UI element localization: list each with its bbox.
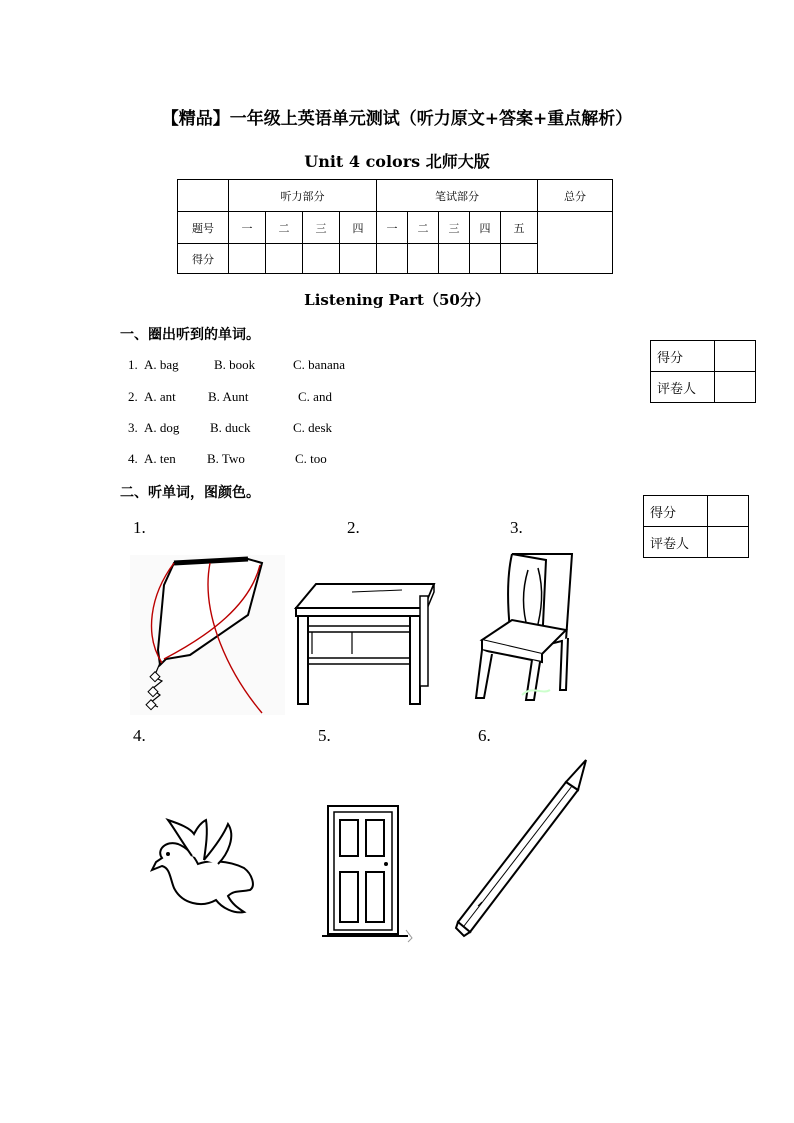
score-cell[interactable] xyxy=(408,244,439,274)
written-header: 笔试部分 xyxy=(377,180,538,212)
option-a[interactable]: A. dog xyxy=(144,420,180,435)
grader-label: 评卷人 xyxy=(651,372,715,403)
written-num: 三 xyxy=(439,212,470,244)
option-c[interactable]: C. desk xyxy=(293,420,332,435)
item-number: 3. xyxy=(128,420,138,435)
item-number: 1. xyxy=(128,357,138,372)
pencil-icon[interactable] xyxy=(456,756,591,938)
score-table xyxy=(177,179,613,274)
corner-cell xyxy=(178,180,229,212)
grader-entry[interactable] xyxy=(708,527,749,558)
listening-header: 听力部分 xyxy=(229,180,377,212)
score-cell[interactable] xyxy=(501,244,538,274)
item-number: 4. xyxy=(128,451,138,466)
section-heading: Listening Part（50分） xyxy=(304,291,490,309)
listening-num: 二 xyxy=(266,212,303,244)
page-subtitle: Unit 4 colors 北师大版 xyxy=(304,152,490,171)
option-c[interactable]: C. too xyxy=(295,451,327,466)
total-header: 总分 xyxy=(538,180,613,212)
written-num: 一 xyxy=(377,212,408,244)
option-a[interactable]: A. ten xyxy=(144,451,176,466)
total-score-cell[interactable] xyxy=(538,212,613,274)
picture-number: 2. xyxy=(347,518,360,537)
written-num: 四 xyxy=(470,212,501,244)
option-b[interactable]: B. Aunt xyxy=(208,389,249,404)
score-cell[interactable] xyxy=(266,244,303,274)
score-row-label: 得分 xyxy=(178,244,229,274)
item-number: 2. xyxy=(128,389,138,404)
page-title: 【精品】一年级上英语单元测试（听力原文+答案+重点解析） xyxy=(161,109,633,129)
door-icon[interactable] xyxy=(322,802,418,944)
score-label: 得分 xyxy=(651,341,715,372)
score-cell[interactable] xyxy=(229,244,266,274)
question-1-title: 一、圈出听到的单词。 xyxy=(120,327,260,343)
option-b[interactable]: B. duck xyxy=(210,420,251,435)
score-cell[interactable] xyxy=(377,244,408,274)
listening-num: 四 xyxy=(340,212,377,244)
desk-icon[interactable] xyxy=(292,578,437,708)
bird-icon[interactable] xyxy=(148,816,260,916)
picture-number: 4. xyxy=(133,726,146,745)
score-cell[interactable] xyxy=(303,244,340,274)
grader-entry[interactable] xyxy=(715,372,756,403)
listening-num: 三 xyxy=(303,212,340,244)
option-b[interactable]: B. book xyxy=(214,357,256,372)
option-b[interactable]: B. Two xyxy=(207,451,245,466)
grader-label: 评卷人 xyxy=(644,527,708,558)
listening-num: 一 xyxy=(229,212,266,244)
score-entry[interactable] xyxy=(708,496,749,527)
picture-number: 3. xyxy=(510,518,523,537)
option-a[interactable]: A. ant xyxy=(144,389,176,404)
picture-number: 5. xyxy=(318,726,331,745)
option-c[interactable]: C. banana xyxy=(293,357,345,372)
question-2-title: 二、听单词，图颜色。 xyxy=(120,485,260,501)
grader-box xyxy=(650,340,756,403)
option-a[interactable]: A. bag xyxy=(144,357,179,372)
score-cell[interactable] xyxy=(439,244,470,274)
option-c[interactable]: C. and xyxy=(298,389,332,404)
picture-number: 6. xyxy=(478,726,491,745)
written-num: 二 xyxy=(408,212,439,244)
score-entry[interactable] xyxy=(715,341,756,372)
kite-icon[interactable] xyxy=(130,555,285,715)
score-cell[interactable] xyxy=(340,244,377,274)
grader-box xyxy=(643,495,749,558)
chair-icon[interactable] xyxy=(472,550,577,715)
picture-number: 1. xyxy=(133,518,146,537)
question-number-label: 题号 xyxy=(178,212,229,244)
score-label: 得分 xyxy=(644,496,708,527)
score-cell[interactable] xyxy=(470,244,501,274)
written-num: 五 xyxy=(501,212,538,244)
